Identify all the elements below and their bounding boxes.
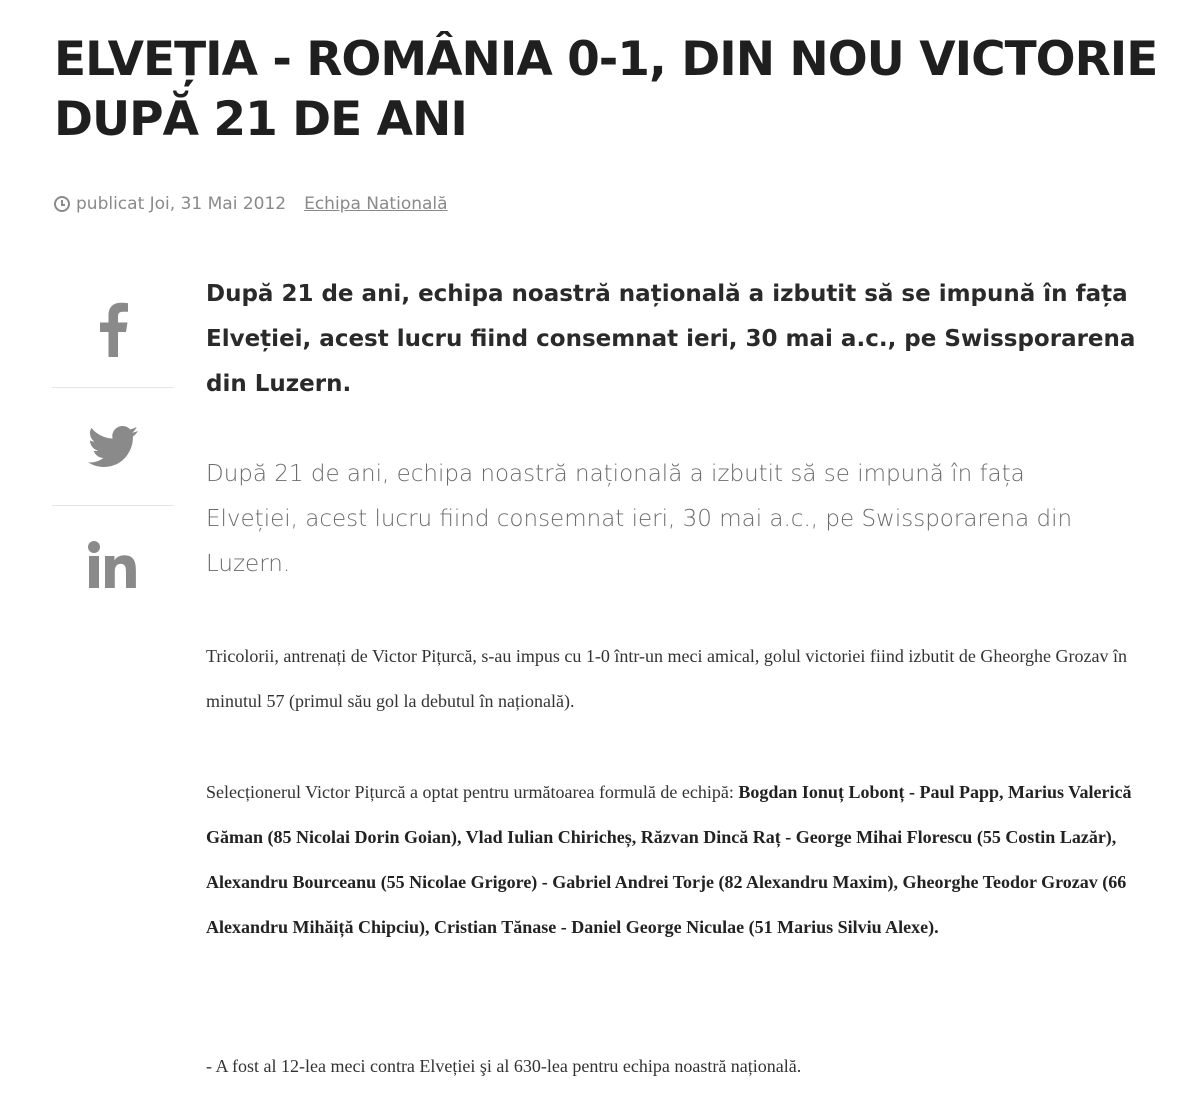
publish-date: publicat Joi, 31 Mai 2012	[76, 194, 287, 214]
share-facebook-button[interactable]	[52, 270, 174, 388]
share-bar	[52, 270, 174, 624]
article-paragraph: Tricolorii, antrenați de Victor Pițurcă, s-au impus cu 1-0 într-un meci amical, golul victoriei fiind izbutit de Gheorghe Grozav în minutul 57 (primul său gol la debutul în națională).	[206, 646, 1127, 711]
share-linkedin-button[interactable]	[52, 506, 174, 624]
article-meta	[54, 194, 448, 214]
share-twitter-button[interactable]	[52, 388, 174, 506]
article-title: ELVEȚIA - ROMÂNIA 0-1, DIN NOU VICTORIE DUPĂ 21 DE ANI	[54, 32, 1158, 147]
facebook-icon	[97, 301, 129, 357]
lineup-intro: Selecționerul Victor Pițurcă a optat pentru următoarea formulă de echipă:	[206, 782, 739, 802]
article-paragraph: - A fost al 12-lea meci contra Elveției şi al 630-lea pentru echipa noastră națională.	[206, 1056, 802, 1076]
article-lead: După 21 de ani, echipa noastră națională a izbutit să se impună în fața Elveției, acest lucru fiind consemnat ieri, 30 mai a.c., pe Swissporarena din Luzern.	[206, 281, 1136, 397]
category-link[interactable]: Echipa Natională	[304, 194, 448, 214]
clock-icon	[54, 196, 70, 212]
linkedin-icon	[88, 541, 138, 589]
article-paragraph-lineup	[206, 770, 1156, 950]
twitter-icon	[88, 426, 138, 468]
article-lead-repeat: După 21 de ani, echipa noastră națională a izbutit să se impună în fața Elveției, acest lucru fiind consemnat ieri, 30 mai a.c., pe Swissporarena din Luzern.	[206, 461, 1073, 577]
lineup-players: Bogdan Ionuț Lobonț - Paul Papp, Marius Valerică Găman (85 Nicolai Dorin Goian), Vlad Iulian Chiricheș, Răzvan Dincă Raț - George Mihai Florescu (55 Costin Lazăr), Alexandru Bourceanu (55 Nicolae Grigore) - Gabriel Andrei Torje (82 Alexandru Maxim), Gheorghe Teodor Grozav (66 Alexandru Mihăiță Chipciu), Cristian Tănase - Daniel George Niculae (51 Marius Silviu Alexe).	[206, 782, 1132, 937]
